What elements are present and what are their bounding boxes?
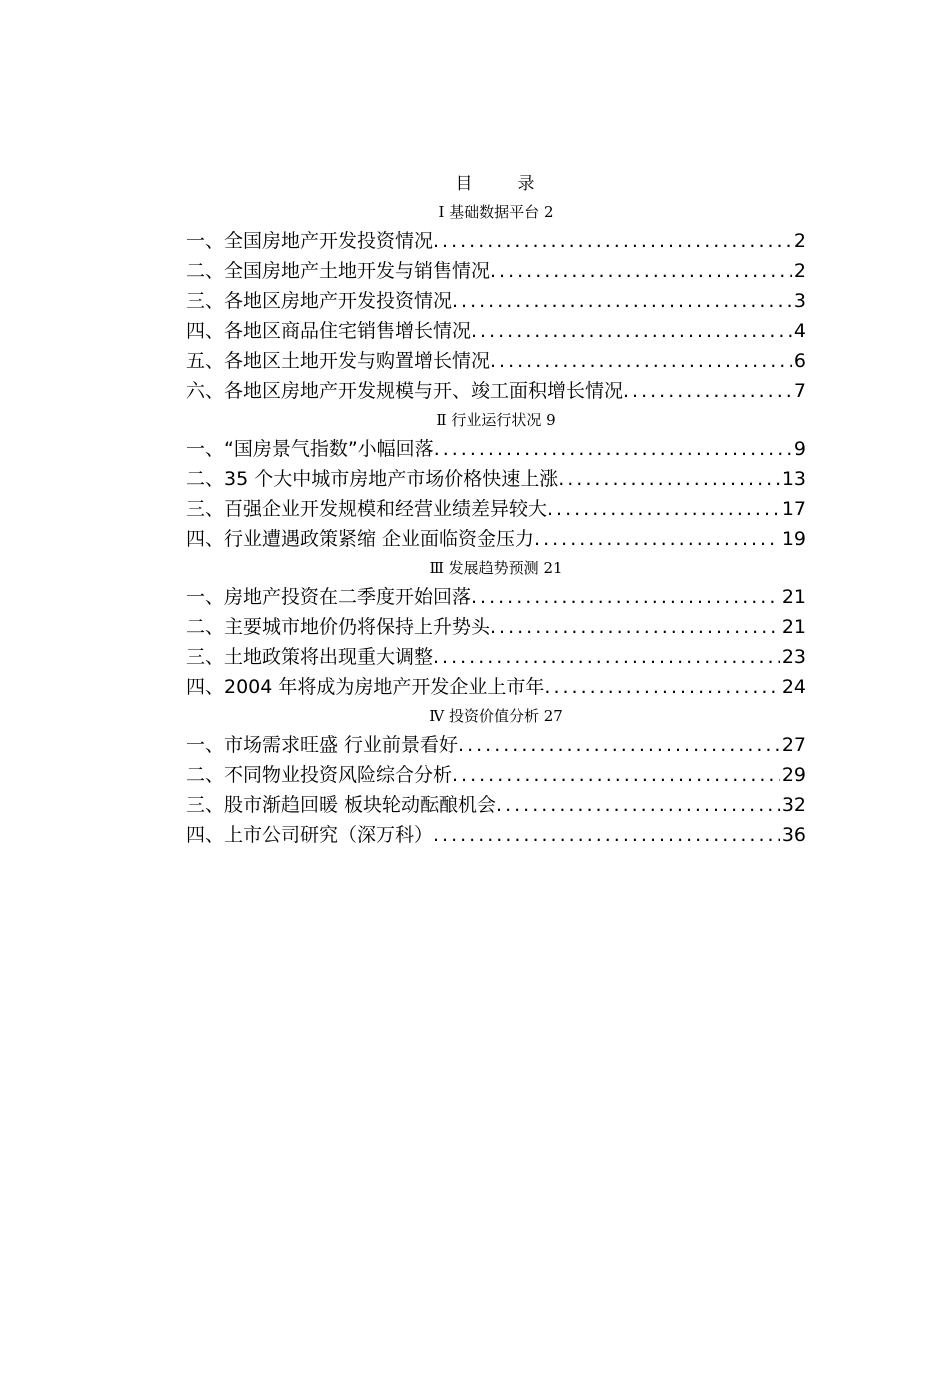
dot-leader [534, 524, 780, 554]
toc-entry-text: 四、行业遭遇政策紧缩 企业面临资金压力 [186, 528, 535, 550]
toc-entry[interactable] [186, 642, 806, 672]
toc-entry[interactable] [186, 820, 806, 850]
toc-entry-text: 四、2004 年将成为房地产开发企业上市年 [186, 676, 545, 698]
toc-entry[interactable] [186, 790, 806, 820]
dot-leader [434, 434, 792, 464]
toc-entry-page: 19 [781, 528, 806, 550]
dot-leader [544, 672, 779, 702]
dot-leader [490, 612, 780, 642]
toc-entry-page: 3 [793, 290, 806, 312]
toc-entry-text: 二、35 个大中城市房地产市场价格快速上涨 [186, 468, 559, 490]
toc-entry[interactable] [186, 730, 806, 760]
dot-leader [547, 494, 780, 524]
section-heading: Ⅳ 投资价值分析 27 [429, 707, 563, 725]
dot-leader [471, 582, 780, 612]
toc-entry-text: 一、市场需求旺盛 行业前景看好 [186, 734, 459, 756]
dot-leader [433, 820, 780, 850]
toc-entry[interactable] [186, 434, 806, 464]
toc-entry-page: 2 [793, 230, 806, 252]
toc-entry[interactable] [186, 226, 806, 256]
toc-entry-page: 21 [781, 586, 806, 608]
section-heading: Ⅱ 行业运行状况 9 [436, 411, 556, 429]
toc-title: 目 录 [455, 174, 549, 194]
toc-entry-text: 六、各地区房地产开发规模与开、竣工面积增长情况 [186, 380, 624, 402]
toc-entry-page: 36 [781, 824, 806, 846]
toc-entry[interactable] [186, 286, 806, 316]
toc-entry-text: 二、全国房地产土地开发与销售情况 [186, 260, 491, 282]
toc-entry-text: 三、股市渐趋回暖 板块轮动酝酿机会 [186, 794, 497, 816]
dot-leader [558, 464, 780, 494]
toc-entry-text: 一、全国房地产开发投资情况 [186, 230, 434, 252]
dot-leader [433, 226, 792, 256]
section-heading: Ⅲ 发展趋势预测 21 [429, 559, 563, 577]
toc-entry-text: 一、房地产投资在二季度开始回落 [186, 586, 472, 608]
toc-entry[interactable] [186, 464, 806, 494]
toc-entry-text: 五、各地区土地开发与购置增长情况 [186, 350, 491, 372]
dot-leader [452, 760, 780, 790]
toc-entry-text: 二、不同物业投资风险综合分析 [186, 764, 453, 786]
toc-entry-page: 24 [781, 676, 806, 698]
toc-entry[interactable] [186, 582, 806, 612]
dot-leader [490, 256, 792, 286]
toc-entry-page: 32 [781, 794, 806, 816]
dot-leader [471, 316, 792, 346]
toc-entry-page: 27 [781, 734, 806, 756]
toc-entry-page: 7 [793, 380, 806, 402]
toc-entry[interactable] [186, 346, 806, 376]
toc-entry-text: 三、百强企业开发规模和经营业绩差异较大 [186, 498, 548, 520]
toc-entry[interactable] [186, 612, 806, 642]
toc-entry-text: 四、各地区商品住宅销售增长情况 [186, 320, 472, 342]
dot-leader [458, 730, 780, 760]
toc-entry[interactable] [186, 494, 806, 524]
dot-leader [490, 346, 792, 376]
toc-entry[interactable] [186, 256, 806, 286]
toc-entry-text: 二、主要城市地价仍将保持上升势头 [186, 616, 491, 638]
toc-entry-text: 四、上市公司研究（深万科） [186, 824, 434, 846]
toc-entry[interactable] [186, 316, 806, 346]
toc-entry[interactable] [186, 524, 806, 554]
toc-entry[interactable] [186, 672, 806, 702]
toc-entry-page: 29 [781, 764, 806, 786]
toc-entry-page: 21 [781, 616, 806, 638]
toc-entry[interactable] [186, 760, 806, 790]
dot-leader [496, 790, 780, 820]
toc-entry-text: 三、各地区房地产开发投资情况 [186, 290, 453, 312]
table-of-contents [186, 170, 806, 850]
toc-entry-page: 13 [781, 468, 806, 490]
toc-entry-page: 2 [793, 260, 806, 282]
dot-leader [433, 642, 780, 672]
toc-entry-text: 一、“国房景气指数”小幅回落 [186, 438, 434, 460]
toc-entry-page: 23 [781, 646, 806, 668]
toc-entry[interactable] [186, 376, 806, 406]
toc-entry-page: 6 [793, 350, 806, 372]
section-heading: Ⅰ 基础数据平台 2 [438, 203, 554, 221]
toc-entry-page: 9 [793, 438, 806, 460]
toc-entry-text: 三、土地政策将出现重大调整 [186, 646, 434, 668]
toc-entry-page: 17 [781, 498, 806, 520]
toc-entry-page: 4 [793, 320, 806, 342]
dot-leader [452, 286, 792, 316]
dot-leader [623, 376, 792, 406]
